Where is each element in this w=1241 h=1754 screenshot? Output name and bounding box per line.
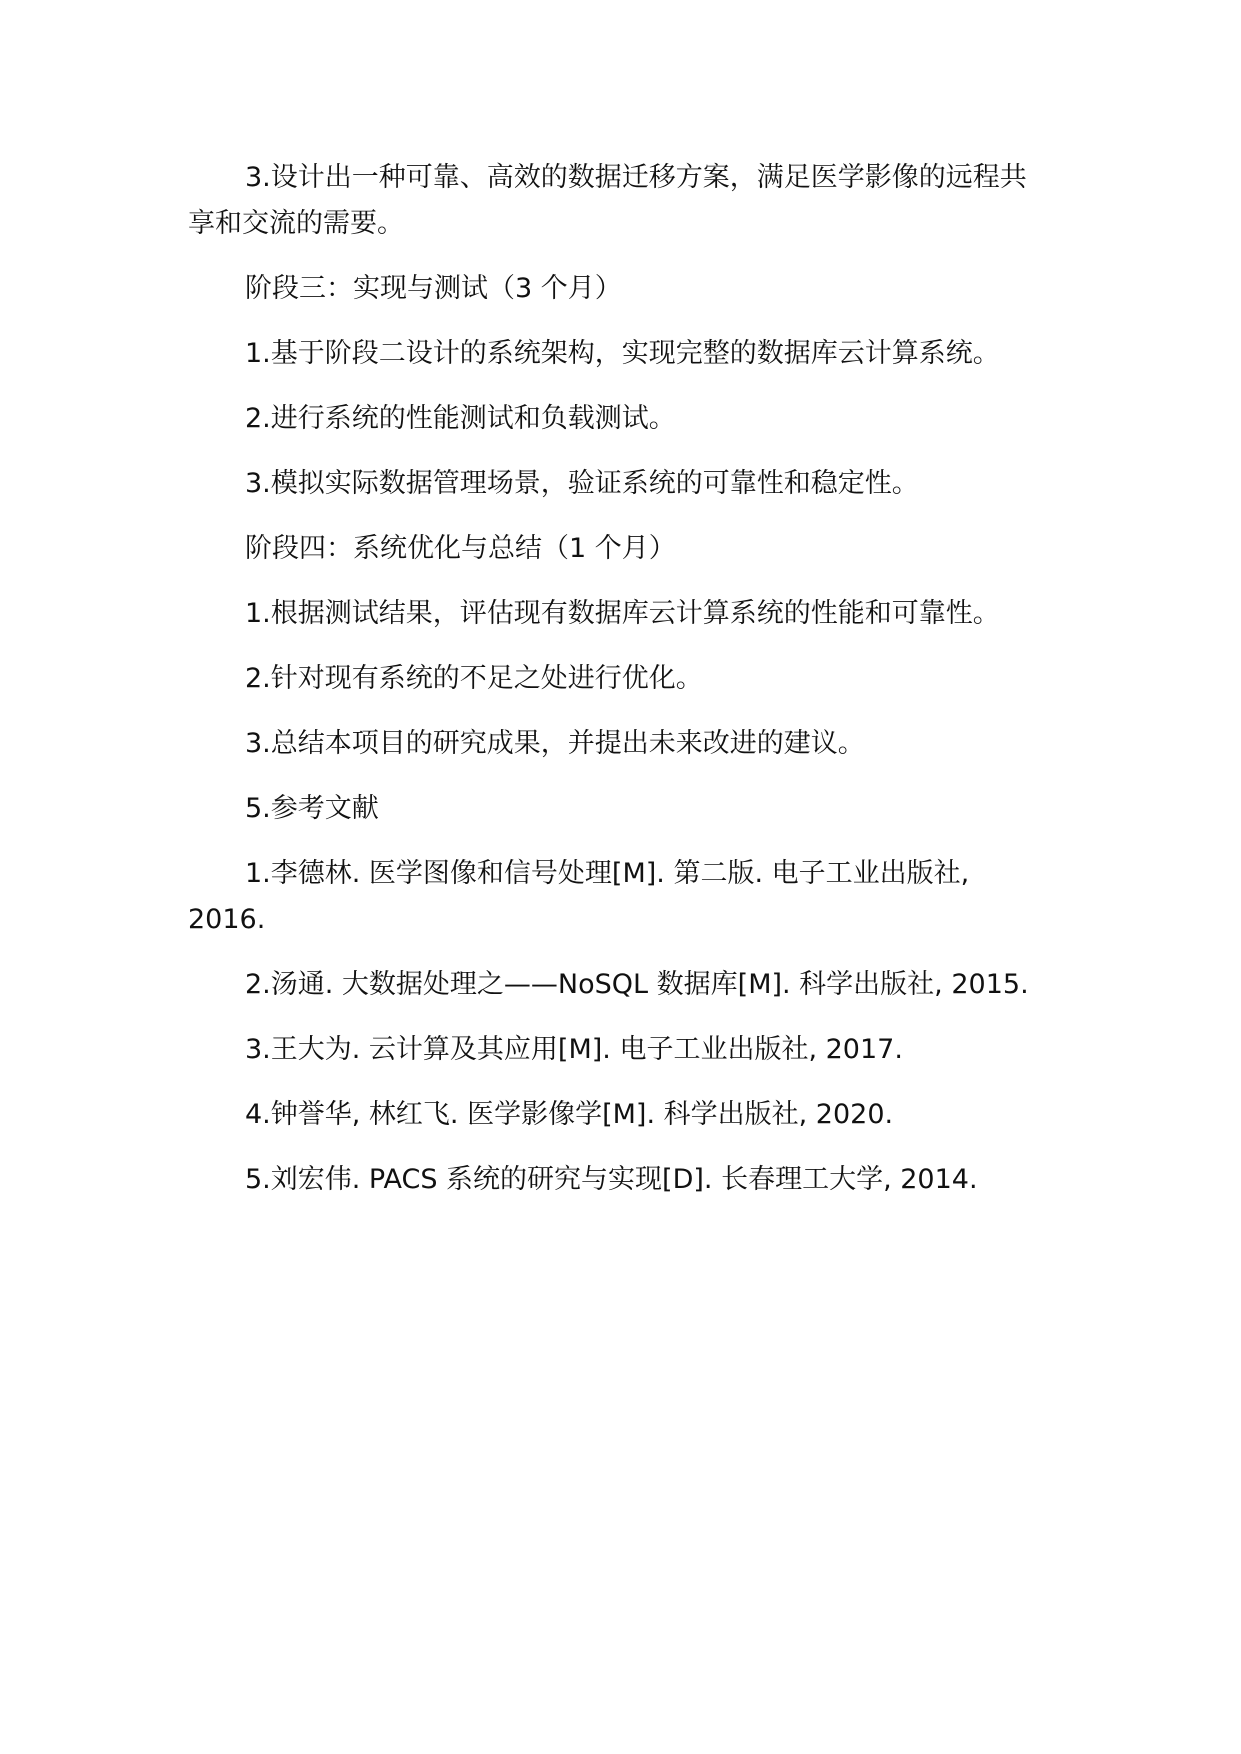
list-item: 2.进行系统的性能测试和负载测试。	[245, 403, 676, 434]
reference-item: 5.刘宏伟. PACS 系统的研究与实现[D]. 长春理工大学, 2014.	[245, 1164, 978, 1195]
list-item: 3.模拟实际数据管理场景，验证系统的可靠性和稳定性。	[245, 468, 919, 499]
list-item: 1.基于阶段二设计的系统架构，实现完整的数据库云计算系统。	[245, 338, 1000, 369]
list-item: 3.总结本项目的研究成果，并提出未来改进的建议。	[245, 728, 865, 759]
reference-item: 2.汤通. 大数据处理之——NoSQL 数据库[M]. 科学出版社, 2015.	[245, 969, 1029, 1000]
paragraph-migration-plan: 3.设计出一种可靠、高效的数据迁移方案，满足医学影像的远程共享和交流的需要。	[188, 162, 1027, 239]
reference-item: 3.王大为. 云计算及其应用[M]. 电子工业出版社, 2017.	[245, 1034, 903, 1065]
heading-stage-four: 阶段四：系统优化与总结（1 个月）	[245, 533, 676, 564]
document-body	[188, 155, 1048, 1203]
reference-item: 1.李德林. 医学图像和信号处理[M]. 第二版. 电子工业出版社, 2016.	[188, 858, 970, 935]
list-item: 1.根据测试结果，评估现有数据库云计算系统的性能和可靠性。	[245, 598, 1000, 629]
reference-item: 4.钟誉华, 林红飞. 医学影像学[M]. 科学出版社, 2020.	[245, 1099, 894, 1130]
list-item: 2.针对现有系统的不足之处进行优化。	[245, 663, 703, 694]
heading-stage-three: 阶段三：实现与测试（3 个月）	[245, 273, 622, 304]
heading-references: 5.参考文献	[245, 793, 379, 824]
